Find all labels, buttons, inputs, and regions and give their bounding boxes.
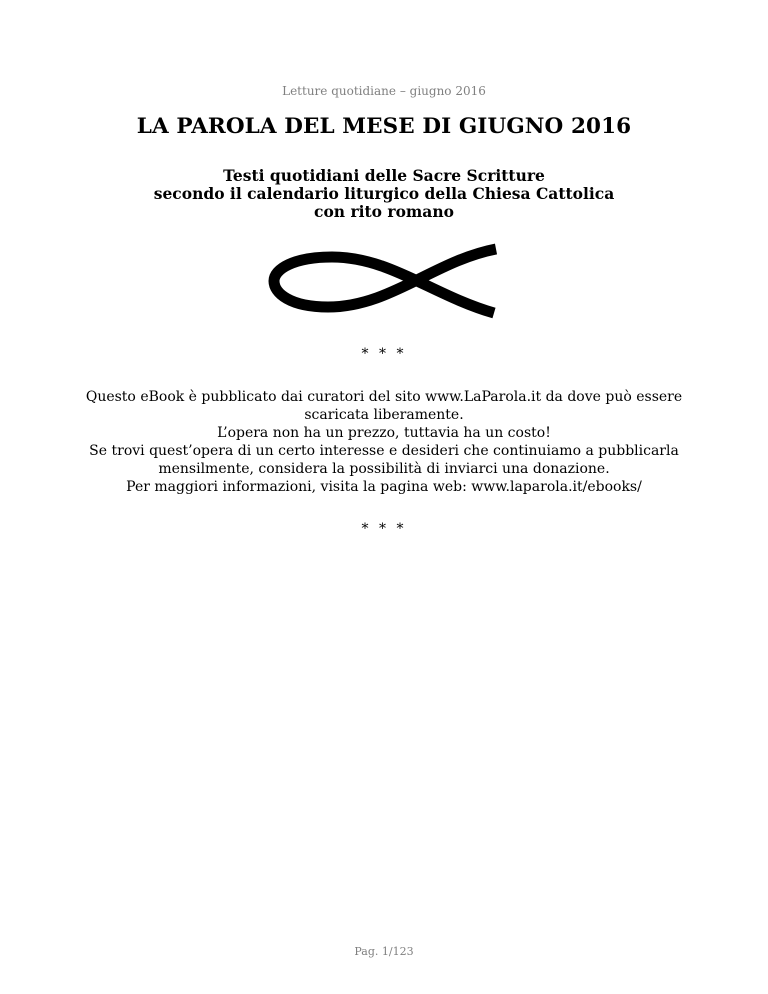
subtitle-line: con rito romano	[314, 202, 454, 221]
page-number: Pag. 1/123	[354, 945, 414, 958]
notice-line: L’opera non ha un prezzo, tuttavia ha un costo!	[217, 425, 551, 441]
separator: * * *	[361, 521, 407, 537]
page-title: LA PAROLA DEL MESE DI GIUGNO 2016	[136, 114, 632, 139]
notice-line: Se trovi quest’opera di un certo interesse e desideri che continuiamo a pubblicarla	[89, 443, 679, 459]
subtitle-line: Testi quotidiani delle Sacre Scritture	[223, 166, 545, 185]
subtitle	[0, 167, 768, 221]
ichthys-fish-icon	[264, 243, 502, 321]
running-header: Letture quotidiane – giugno 2016	[282, 84, 486, 98]
notice-line: Questo eBook è pubblicato dai curatori del sito www.LaParola.it da dove può essere	[85, 389, 683, 405]
notice-paragraph	[84, 388, 684, 496]
notice-line: scaricata liberamente.	[304, 407, 464, 423]
subtitle-line: secondo il calendario liturgico della Chiesa Cattolica	[153, 184, 615, 203]
notice-line: Per maggiori informazioni, visita la pagina web: www.laparola.it/ebooks/	[126, 479, 642, 495]
separator: * * *	[361, 346, 407, 362]
fish-body-stroke	[274, 249, 496, 313]
notice-line: mensilmente, considera la possibilità di inviarci una donazione.	[158, 461, 610, 477]
